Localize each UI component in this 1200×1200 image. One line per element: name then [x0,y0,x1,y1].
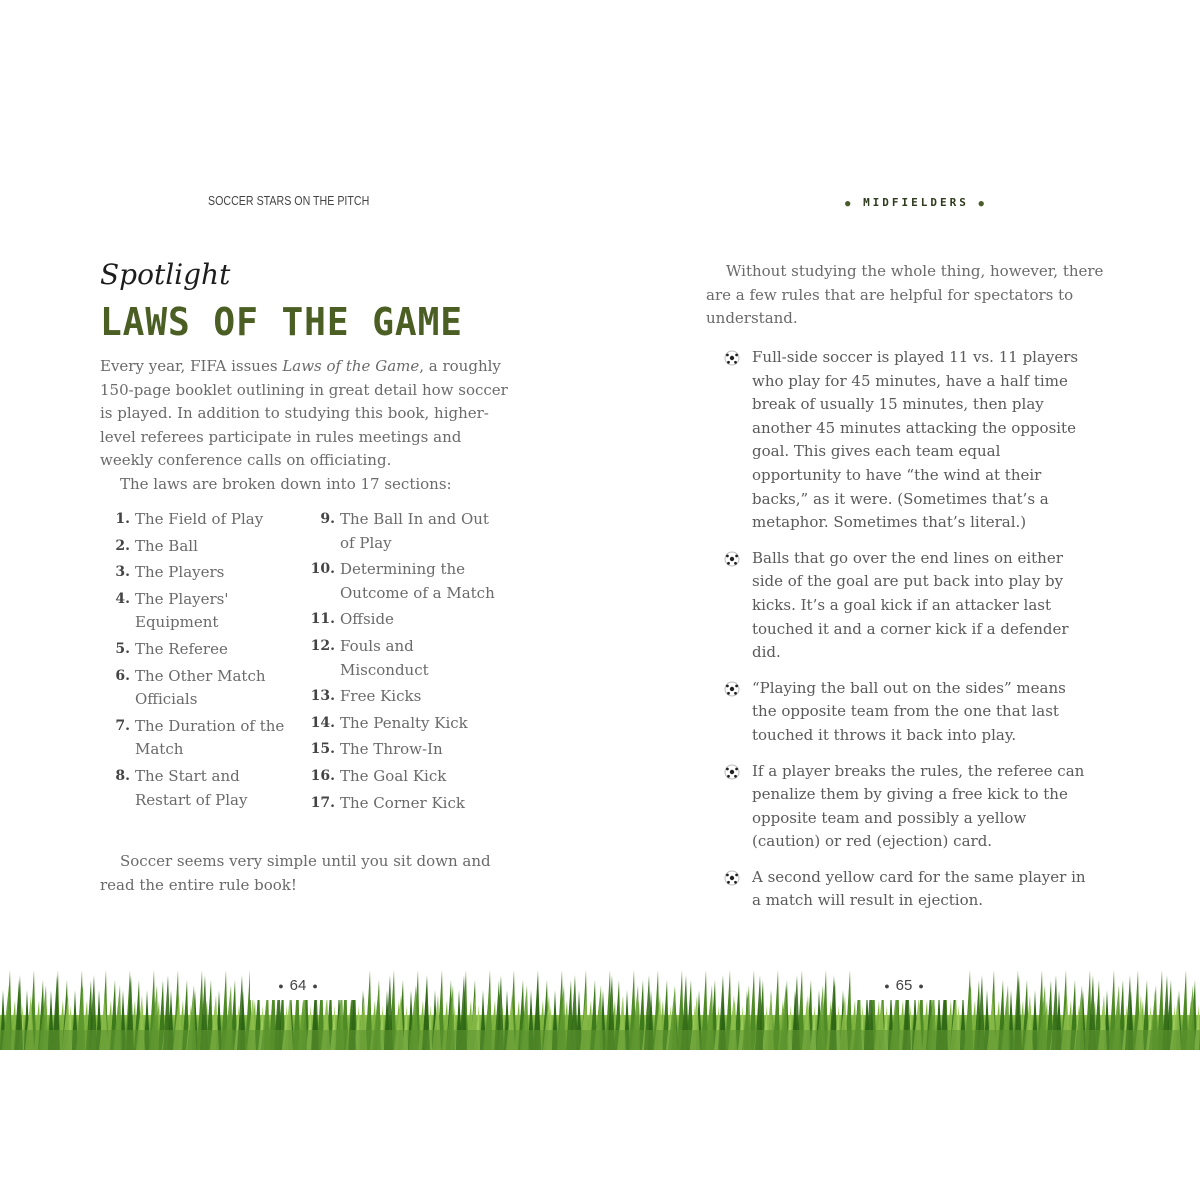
law-label: The Start and Restart of Play [135,766,248,809]
bullet-dot-icon: ● [978,199,987,209]
bullet-dot-icon: ● [884,981,890,992]
page-number-right [864,977,944,994]
page-title: LAWS OF THE GAME [100,300,463,344]
law-number: 9. [320,511,335,527]
law-item [100,665,290,712]
law-item [305,608,505,632]
page-number: 64 [289,977,307,994]
law-label: The Corner Kick [340,793,465,812]
law-number: 15. [310,741,335,758]
intro-text-b: , a roughly 150-page booklet outlining in great detail how soccer is played. In addition to studying this book, higher-level referees participate in rules meetings and weekly conference calls on officiating. [100,357,508,470]
law-number: 3. [115,564,130,581]
grass-border-illustration [0,960,1200,1050]
law-label: The Field of Play [135,510,264,528]
law-item [100,508,290,532]
rule-item [724,677,1094,748]
law-item [305,712,505,736]
rule-text: Full-side soccer is played 11 vs. 11 players who play for 45 minutes, have a half time break of usually 15 minutes, then play another 45 minutes attacking the opposite goal. This gives each team equal opportunity to have “the wind at their backs,” as it were. (Sometimes that’s a metaphor. Sometimes that’s literal.) [752,348,1079,532]
law-label: Offside [340,610,394,629]
law-item [305,635,505,682]
intro-paragraph: Without studying the whole thing, however, there are a few rules that are helpful for spectators to understand. [706,262,1104,328]
section-kicker: Spotlight [100,258,231,291]
law-label: The Ball [135,536,198,555]
law-label: The Throw-In [340,740,443,759]
law-number: 4. [115,590,130,607]
law-label: The Penalty Kick [340,713,468,732]
soccer-ball-icon [724,681,740,697]
law-number: 13. [310,688,335,705]
law-item [100,561,290,585]
rule-item [724,346,1094,535]
soccer-ball-icon [724,870,740,886]
law-number: 14. [310,714,335,731]
rule-text: A second yellow card for the same player in a match will result in ejection. [752,867,1086,910]
running-head [836,196,996,209]
law-label: The Players [135,563,225,582]
page-number: 65 [895,977,913,994]
bullet-dot-icon: ● [845,199,854,209]
law-label: The Referee [135,639,228,658]
running-head-label: MIDFIELDERS [863,196,969,209]
laws-list-column-2 [305,508,505,818]
page-number-left [258,977,338,994]
law-item [305,685,505,709]
law-number: 8. [115,767,130,784]
law-number: 11. [310,611,335,628]
law-label: Fouls and Misconduct [340,636,429,679]
rule-text: “Playing the ball out on the sides” means the opposite team from the one that last touched it throws it back into play. [752,678,1066,744]
law-number: 6. [115,667,130,684]
law-label: The Goal Kick [340,766,447,785]
law-item [305,508,505,555]
law-item [100,715,290,762]
law-item [305,765,505,789]
law-number: 16. [310,767,335,784]
law-label: The Players' Equipment [135,589,229,632]
law-label: Determining the Outcome of a Match [340,560,495,602]
law-label: The Duration of the Match [135,716,285,759]
law-number: 5. [115,640,130,657]
law-number: 1. [115,511,130,527]
law-number: 17. [310,794,335,811]
rule-text: If a player breaks the rules, the referee can penalize them by giving a free kick to the opposite team and possibly a yellow (caution) or red (ejection) card. [752,761,1085,851]
soccer-ball-icon [724,350,740,366]
bullet-dot-icon: ● [918,981,924,992]
law-item [100,765,290,812]
intro-text [100,355,510,497]
intro-text-a: Every year, FIFA issues [100,357,283,375]
soccer-ball-icon [724,551,740,567]
law-label: The Ball In and Out of Play [340,510,489,552]
intro-paragraph [100,355,510,473]
rule-text: Balls that go over the end lines on either side of the goal are put back into play by kicks. It’s a goal kick if an attacker last touched it and a corner kick if a defender did. [752,548,1069,662]
law-item [305,792,505,816]
rule-item [724,547,1094,665]
law-label: Free Kicks [340,687,422,706]
law-number: 2. [115,537,130,554]
rule-item [724,760,1094,854]
laws-lead-in: The laws are broken down into 17 sections: [120,474,452,493]
bullet-dot-icon: ● [312,981,318,992]
closing-paragraph: Soccer seems very simple until you sit down and read the entire rule book! [100,852,491,894]
law-item [100,535,290,559]
rule-item [724,866,1094,913]
soccer-ball-icon [724,764,740,780]
law-number: 10. [310,561,335,578]
law-item [100,588,290,635]
law-number: 7. [115,717,130,734]
law-item [100,638,290,662]
book-title: Laws of the Game [282,357,420,375]
laws-list-column-1 [100,508,290,815]
law-item [305,738,505,762]
law-item [305,558,505,605]
law-label: The Other Match Officials [135,666,266,709]
running-head: SOCCER STARS ON THE PITCH [208,193,370,208]
rules-bullet-list [724,346,1094,925]
law-number: 12. [310,637,335,654]
bullet-dot-icon: ● [278,981,284,992]
